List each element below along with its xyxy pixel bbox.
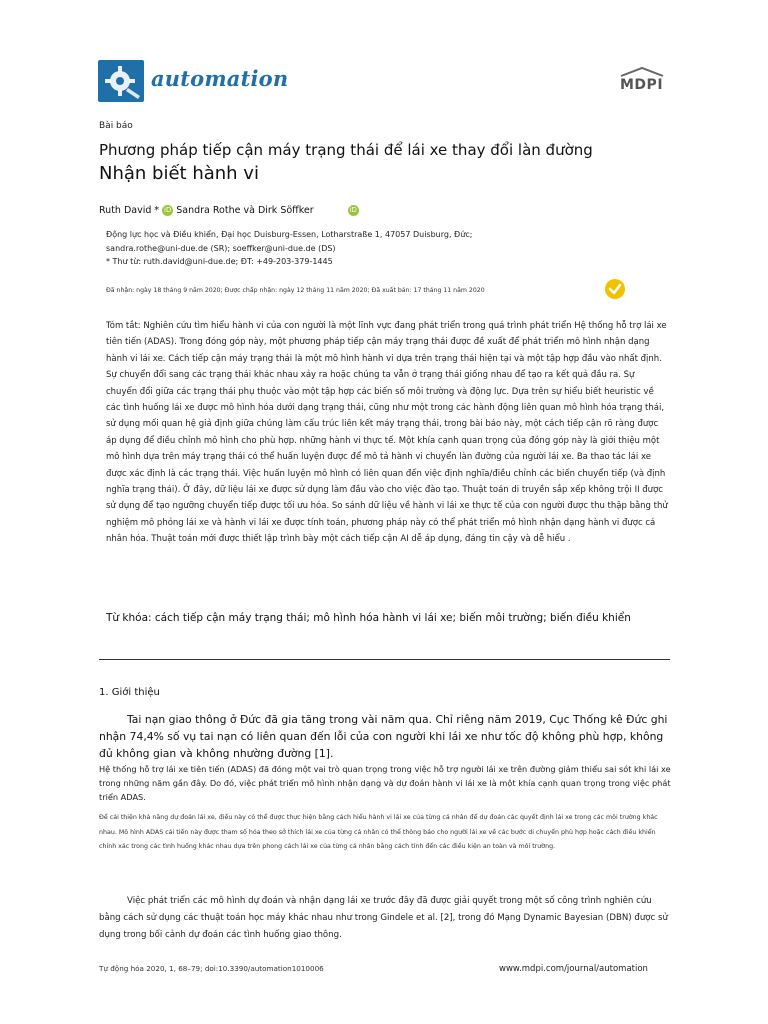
section-divider (99, 659, 670, 660)
author-list (99, 205, 359, 216)
journal-name: automation (151, 66, 289, 91)
intro-paragraph-2: Hệ thống hỗ trợ lái xe tiên tiến (ADAS) đã đóng một vai trò quan trọng trong việc hỗ trợ người lái xe trên đường giảm thiểu sai sót khi lái xe trong những năm gần đây. Do đó, việc phát triển mô hình nhận dạng và dự đoán hành vi lái xe là một khía cạnh quan trọng trong việc phát triển ADAS. (99, 764, 671, 802)
gear-robot-icon (98, 60, 144, 102)
orcid-icon[interactable]: iD (349, 206, 357, 214)
section-heading: 1. Giới thiệu (99, 687, 160, 698)
footer-citation: Tự động hóa 2020, 1, 68–79; doi:10.3390/automation1010006 (99, 964, 324, 973)
author-2-3: Sandra Rothe và Dirk Söffker (176, 205, 314, 216)
abstract: Tóm tắt: Nghiên cứu tìm hiểu hành vi của con người là một lĩnh vực đang phát triển trong quá trình phát triển Hệ thống hỗ trợ lái xe tiên tiến (ADAS). Trong đóng góp này, một phương pháp tiếp cận máy trạng thái được đề xuất để phát triển mô hình nhận dạng hành vi lái xe. Cách tiếp cận máy trạng thái là một mô hình hành vi dựa trên trạng thái hiện tại và một tập hợp đầu vào nhất định. Sự chuyển đổi sang các trạng thái khác nhau xảy ra hoặc chúng ta vẫn ở trạng thái giống nhau để tạo ra kết quả đầu ra. Sự chuyển đổi giữa các trạng thái phụ thuộc vào một tập hợp các biến số môi trường và động lực. Dựa trên sự hiểu biết heuristic về các tình huống lái xe được mô hình hóa dưới dạng trạng thái, cũng như một trong các hành động liên quan mô hình hóa trạng thái, sử dụng mối quan hệ giả định giữa chúng làm cấu trúc liên kết máy trạng thái, trong bài báo này, một cách tiếp cận rõ ràng được áp dụng để điều chỉnh mô hình cho phù hợp. những hành vi thực tế. Một khía cạnh quan trọng của đóng góp này là giới thiệu một mô hình dựa trên máy trạng thái có thể huấn luyện được để mô tả hành vi chuyển làn đường của người lái xe. Ba thao tác lái xe được xác định là các trạng thái. Việc huấn luyện mô hình có liên quan đến việc định nghĩa/điều chỉnh các biến chuyển tiếp (và định nghĩa trạng thái). Ở đây, dữ liệu lái xe được sử dụng làm đầu vào cho việc đào tạo. Thuật toán di truyền sắp xếp không trội II được sử dụng để tạo ngưỡng chuyển tiếp được tối ưu hóa. So sánh dữ liệu về hành vi lái xe thực tế của con người được thu thập bằng thử nghiệm mô phỏng lái xe và hành vi lái xe được tính toán, phương pháp này có thể phát triển mô hình nhận dạng hành vi được cá nhân hóa. Thuật toán mới được thiết lập trình bày một cách tiếp cận AI dễ áp dụng, đáng tin cậy và dễ hiểu . (106, 321, 668, 545)
article-title-line1: Phương pháp tiếp cận máy trạng thái để lái xe thay đổi làn đường (99, 141, 593, 159)
article-type: Bài báo (99, 121, 133, 131)
intro-paragraph-3: Để cải thiện khả năng dự đoán lái xe, điều này có thể được thực hiện bằng cách hiểu hành vi lái xe của từng cá nhân để dự đoán các quyết định lái xe trong các môi trường khác nhau. Mô hình ADAS cải tiến này được tham số hóa theo sở thích lái xe của từng cá nhân có thể thông báo cho người lái xe về các bước di chuyển phù hợp hoặc cách điều khiển chính xác trong các tình huống khác nhau dựa trên phong cách lái xe của từng cá nhân bằng cách tính đến các điều kiện an toàn và môi trường. (99, 814, 658, 850)
intro-paragraph-1: Tai nạn giao thông ở Đức đã gia tăng trong vài năm qua. Chỉ riêng năm 2019, Cục Thống kê Đức ghi nhận 74,4% số vụ tai nạn có liên quan đến lỗi của con người khi lái xe như tốc độ không phù hợp, không đủ không gian và không nhường đường [1]. (99, 713, 668, 760)
correspondence: * Thư từ: ruth.david@uni-due.de; ĐT: +49-203-379-1445 (106, 257, 333, 266)
affiliation-line: Động lực học và Điều khiển, Đại học Duisburg-Essen, Lotharstraße 1, 47057 Duisburg, Đức; (106, 230, 473, 239)
keywords: Từ khóa: cách tiếp cận máy trạng thái; mô hình hóa hành vi lái xe; biến môi trường; biến điều khiển (106, 612, 631, 624)
article-title-line2: Nhận biết hành vi (99, 163, 259, 184)
affiliation (106, 228, 666, 269)
check-updates-icon[interactable] (605, 279, 625, 299)
journal-url-link[interactable]: www.mdpi.com/journal/automation (499, 964, 648, 974)
affiliation-emails: sandra.rothe@uni-due.de (SR); soeffker@uni-due.de (DS) (106, 243, 336, 253)
orcid-icon[interactable]: iD (164, 206, 172, 214)
publisher-name: MDPI (620, 77, 664, 93)
intro-paragraph-4: Việc phát triển các mô hình dự đoán và nhận dạng lái xe trước đây đã được giải quyết trong một số công trình nghiên cứu bằng cách sử dụng các thuật toán học máy khác nhau như trong Gindele et al. [2], trong đó Mạng Dynamic Bayesian (DBN) được sử dụng trong bối cảnh dự đoán các tình huống giao thông. (99, 896, 668, 940)
journal-logo (98, 60, 144, 102)
publication-dates: Đã nhận: ngày 18 tháng 9 năm 2020; Được chấp nhận: ngày 12 tháng 11 năm 2020; Đã xuất bản: 17 tháng 11 năm 2020 (106, 287, 485, 294)
author-1: Ruth David * (99, 205, 160, 216)
